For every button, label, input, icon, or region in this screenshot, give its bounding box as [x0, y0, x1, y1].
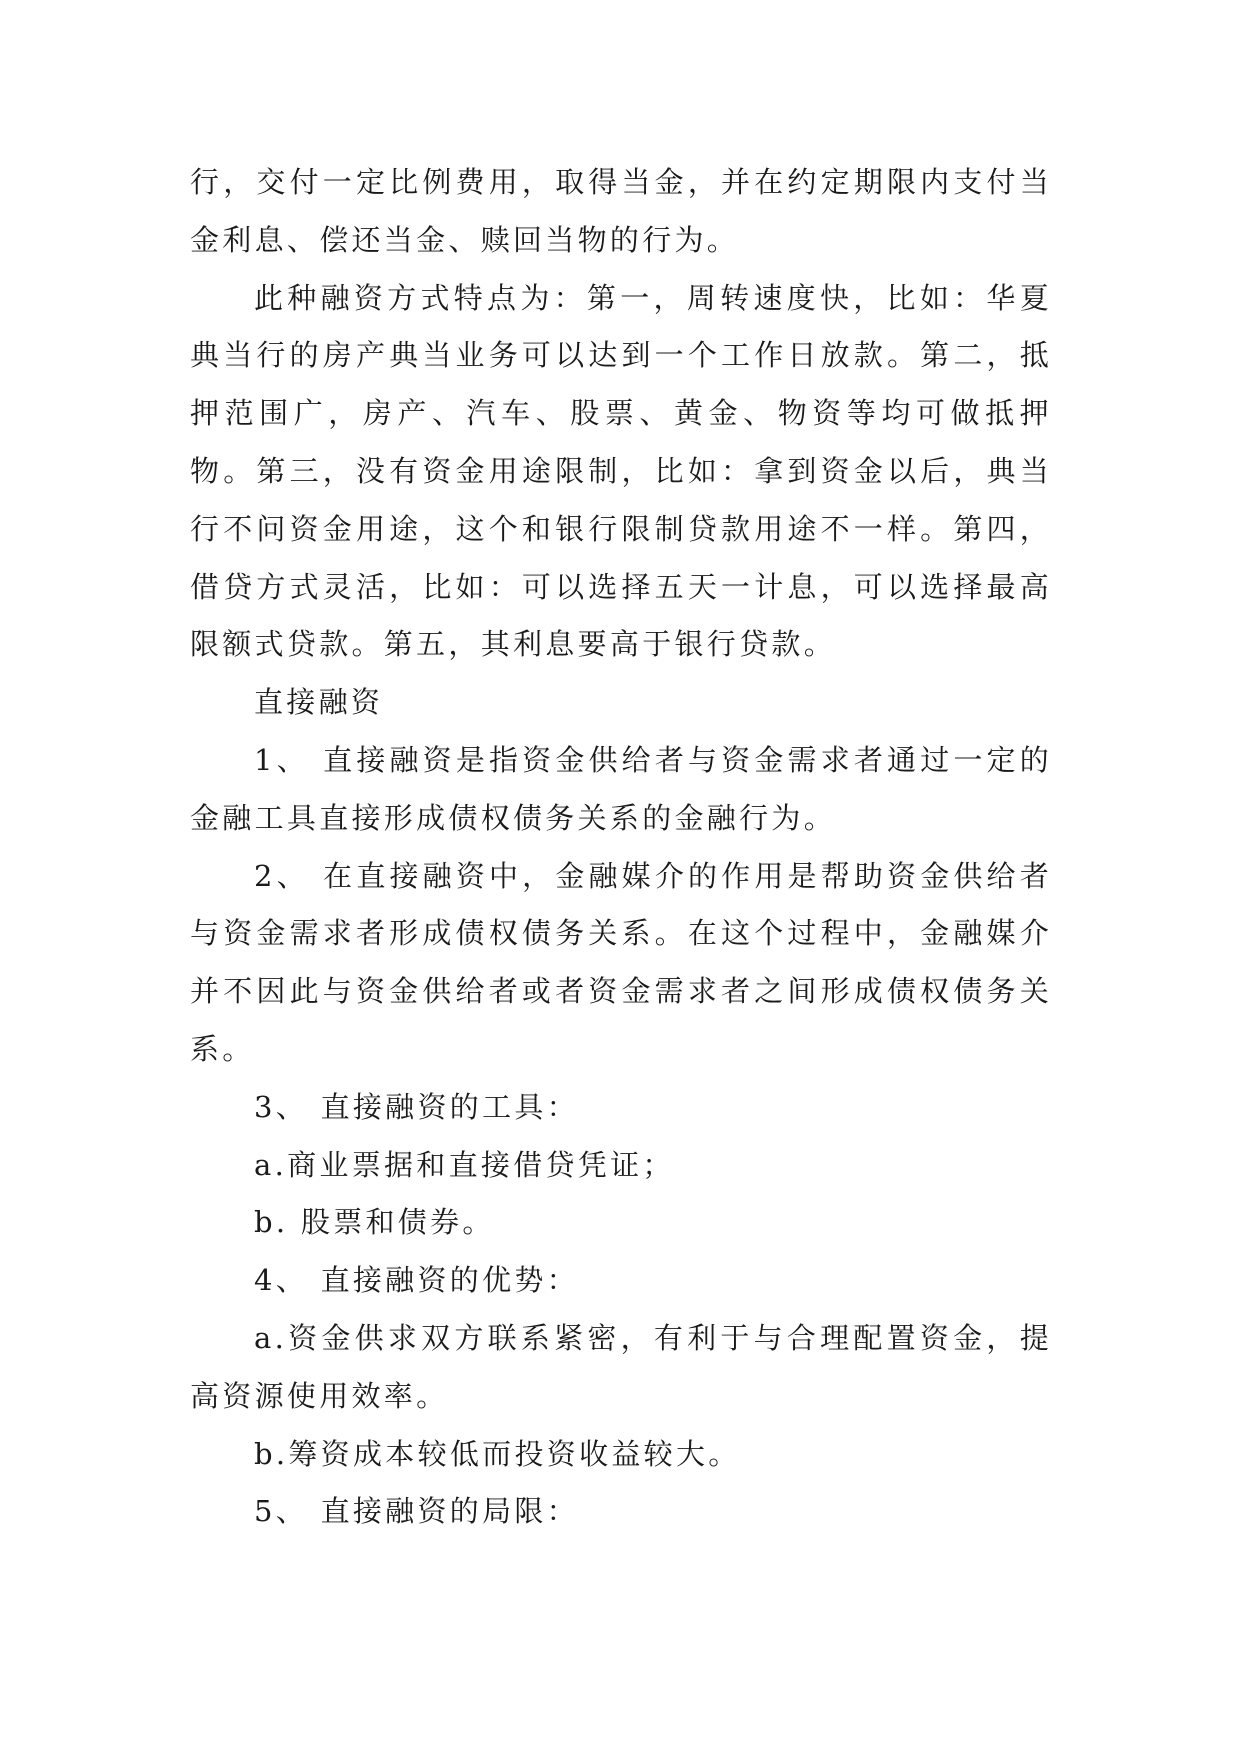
paragraph-item-3-tools: 3、 直接融资的工具：: [254, 1089, 579, 1124]
paragraph-tools-a: a.商业票据和直接借贷凭证；: [254, 1147, 675, 1182]
document-body: [190, 154, 1052, 1541]
paragraph-item-2-intermediary-role: 2、 在直接融资中，金融媒介的作用是帮助资金供给者与资金需求者形成债权债务关系。在这个过程中，金融媒介并不因此与资金供给者或者资金需求者之间形成债权债务关系。: [190, 858, 1052, 1066]
section-heading-direct-financing: 直接融资: [254, 685, 384, 720]
paragraph-advantages-b: b.筹资成本较低而投资收益较大。: [254, 1436, 741, 1471]
paragraph-pawn-features: 此种融资方式特点为：第一，周转速度快，比如：华夏典当行的房产典当业务可以达到一个工作日放款。第二，抵押范围广，房产、汽车、股票、黄金、物资等均可做抵押物。第三，没有资金用途限制，比如：拿到资金以后，典当行不问资金用途，这个和银行限制贷款用途不一样。第四，借贷方式灵活，比如：可以选择五天一计息，可以选择最高限额式贷款。第五，其利息要高于银行贷款。: [190, 280, 1052, 662]
paragraph-tools-b: b. 股票和债券。: [254, 1205, 495, 1240]
paragraph-pawn-definition-continued: 行，交付一定比例费用，取得当金，并在约定期限内支付当金利息、偿还当金、赎回当物的行为。: [190, 165, 1052, 257]
paragraph-item-5-limitations: 5、 直接融资的局限：: [254, 1494, 579, 1529]
paragraph-advantages-a: a.资金供求双方联系紧密，有利于与合理配置资金，提高资源使用效率。: [190, 1320, 1052, 1413]
paragraph-item-1-definition: 1、 直接融资是指资金供给者与资金需求者通过一定的金融工具直接形成债权债务关系的金融行为。: [190, 742, 1052, 835]
paragraph-item-4-advantages: 4、 直接融资的优势：: [254, 1263, 579, 1298]
